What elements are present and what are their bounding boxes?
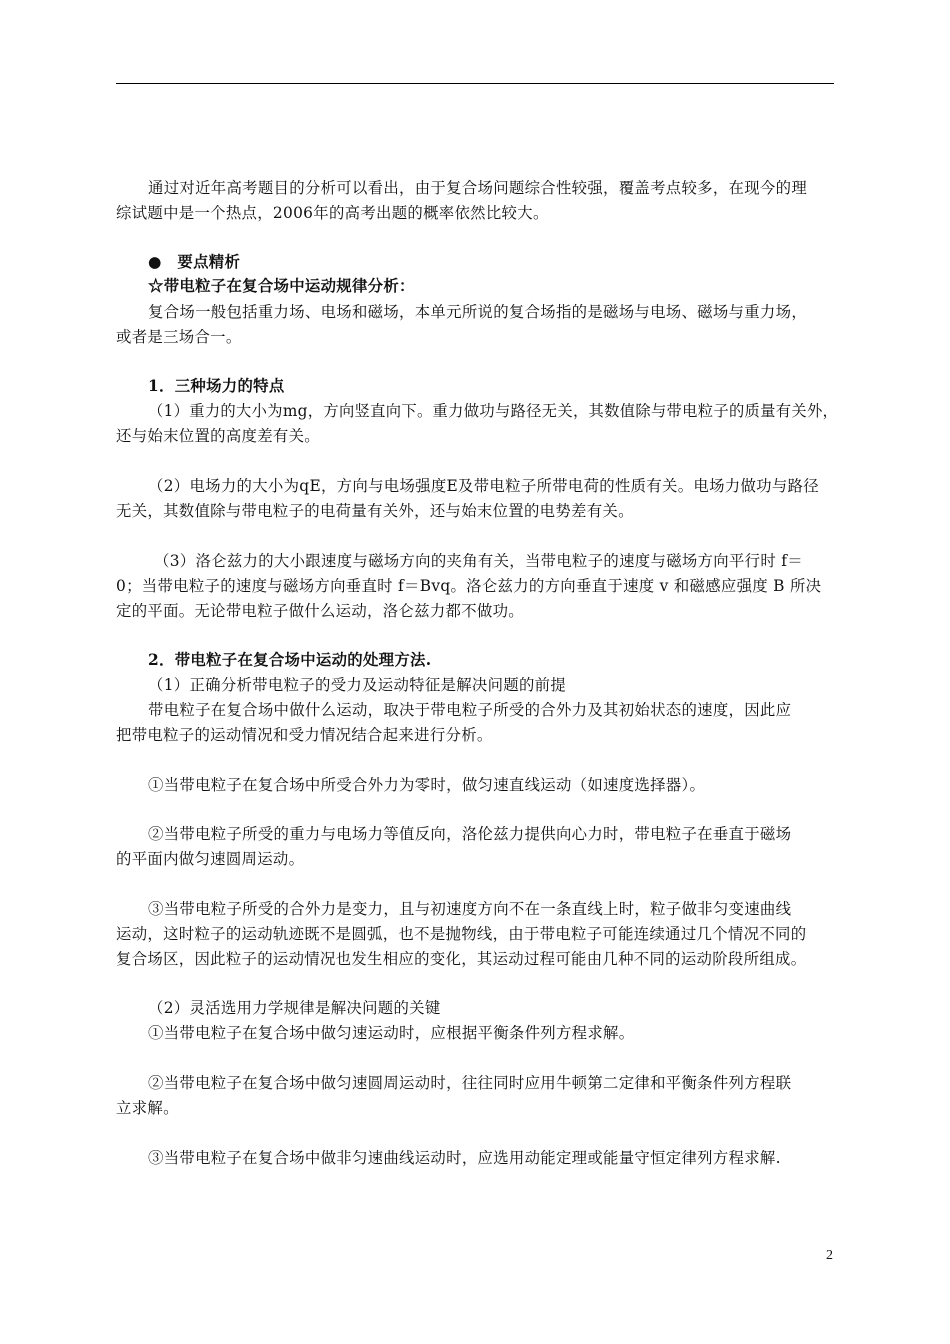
case-2-line-1: ②当带电粒子所受的重力与电场力等值反向，洛伦兹力提供向心力时，带电粒子在垂直于磁场 xyxy=(148,825,792,843)
part1-p1-line-1: （1）重力的大小为mg，方向竖直向下。重力做功与路径无关，其数值除与带电粒子的质量有关外， xyxy=(148,402,839,420)
section-heading xyxy=(148,252,240,272)
method-1: ①当带电粒子在复合场中做匀速运动时，应根据平衡条件列方程求解。 xyxy=(148,1024,635,1042)
method-2-line-2: 立求解。 xyxy=(116,1099,179,1117)
part1-p2-line-1: （2）电场力的大小为qE，方向与电场强度E及带电粒子所带电荷的性质有关。电场力做功与路径 xyxy=(148,477,819,495)
part1-p3-line-2: 0；当带电粒子的速度与磁场方向垂直时 f＝Bvq。洛仑兹力的方向垂直于速度 v 和磁感应强度 B 所决 xyxy=(116,577,822,595)
part2-sub1: （1）正确分析带电粒子的受力及运动特征是解决问题的前提 xyxy=(148,676,567,694)
method-3: ③当带电粒子在复合场中做非匀速曲线运动时，应选用动能定理或能量守恒定律列方程求解. xyxy=(148,1149,781,1167)
part1-p1-line-2: 还与始末位置的高度差有关。 xyxy=(116,427,320,445)
part2-heading: 2．带电粒子在复合场中运动的处理方法. xyxy=(148,651,432,669)
intro-line-2: 综试题中是一个热点，2006年的高考出题的概率依然比较大。 xyxy=(116,204,549,222)
method-2-line-1: ②当带电粒子在复合场中做匀速圆周运动时，往往同时应用牛顿第二定律和平衡条件列方程联 xyxy=(148,1074,792,1092)
part1-p3-line-1: （3）洛仑兹力的大小跟速度与磁场方向的夹角有关，当带电粒子的速度与磁场方向平行时 f＝ xyxy=(154,552,803,570)
section-title: 要点精析 xyxy=(177,253,241,271)
section-desc-line-1: 复合场一般包括重力场、电场和磁场，本单元所说的复合场指的是磁场与电场、磁场与重力场， xyxy=(148,303,808,321)
part1-heading: 1．三种场力的特点 xyxy=(148,377,285,395)
part2-sub1-desc-line-2: 把带电粒子的运动情况和受力情况结合起来进行分析。 xyxy=(116,726,493,744)
case-3-line-1: ③当带电粒子所受的合外力是变力，且与初速度方向不在一条直线上时，粒子做非匀变速曲线 xyxy=(148,900,792,918)
case-1: ①当带电粒子在复合场中所受合外力为零时，做匀速直线运动（如速度选择器）。 xyxy=(148,776,706,794)
section-desc-line-2: 或者是三场合一。 xyxy=(116,328,242,346)
case-2-line-2: 的平面内做匀速圆周运动。 xyxy=(116,850,305,868)
part2-sub2: （2）灵活选用力学规律是解决问题的关键 xyxy=(148,999,441,1017)
case-3-line-3: 复合场区，因此粒子的运动情况也发生相应的变化，其运动过程可能由几种不同的运动阶段所组成。 xyxy=(116,950,807,968)
bullet-icon: ● xyxy=(148,253,162,271)
part1-p2-line-2: 无关，其数值除与带电粒子的电荷量有关外，还与始末位置的电势差有关。 xyxy=(116,502,634,520)
part2-sub1-desc-line-1: 带电粒子在复合场中做什么运动，取决于带电粒子所受的合外力及其初始状态的速度，因此应 xyxy=(148,701,792,719)
part1-p3-line-3: 定的平面。无论带电粒子做什么运动，洛仑兹力都不做功。 xyxy=(116,602,524,620)
section-subtitle: ☆带电粒子在复合场中运动规律分析： xyxy=(148,277,415,295)
intro-line-1: 通过对近年高考题目的分析可以看出，由于复合场问题综合性较强，覆盖考点较多，在现今的理 xyxy=(148,179,808,197)
case-3-line-2: 运动，这时粒子的运动轨迹既不是圆弧，也不是抛物线，由于带电粒子可能连续通过几个情况不同的 xyxy=(116,925,807,943)
header-rule xyxy=(116,83,834,84)
page-number: 2 xyxy=(826,1248,833,1263)
